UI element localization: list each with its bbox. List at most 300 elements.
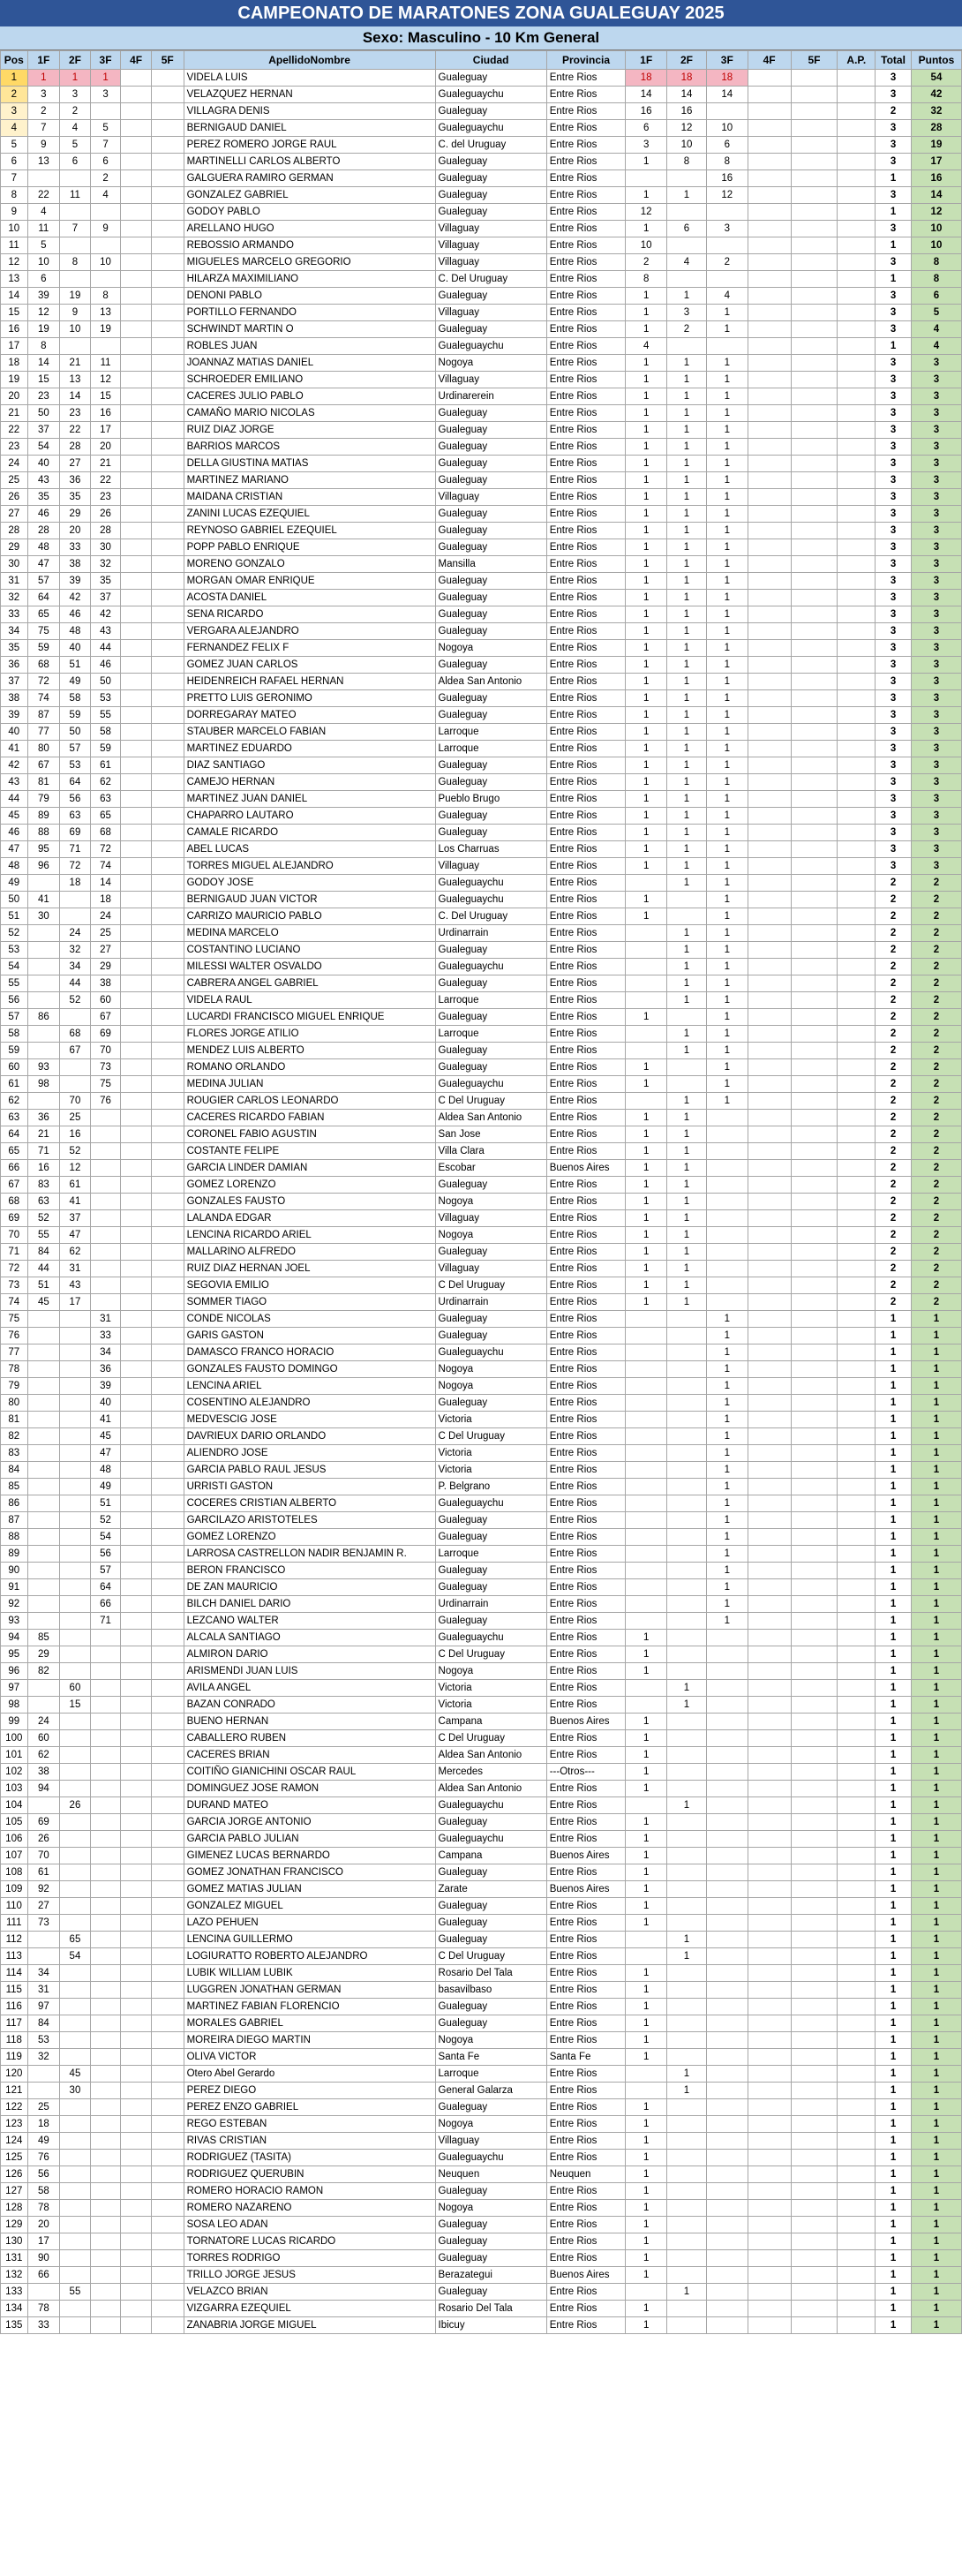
table-row	[1, 2301, 962, 2317]
table-cell	[60, 1714, 91, 1730]
table-cell	[151, 674, 184, 690]
table-cell: ARELLANO HUGO	[184, 221, 435, 237]
table-cell	[60, 1076, 91, 1093]
table-cell	[748, 858, 791, 875]
table-row	[1, 2183, 962, 2200]
table-cell	[27, 1445, 60, 1462]
table-cell: 21	[27, 1126, 60, 1143]
table-cell	[748, 791, 791, 808]
table-cell: 1	[667, 489, 707, 506]
table-cell: 2	[911, 1110, 961, 1126]
table-cell: 1	[667, 506, 707, 523]
table-row	[1, 1596, 962, 1613]
table-cell	[151, 355, 184, 372]
table-cell	[151, 1512, 184, 1529]
table-cell: 3	[876, 523, 912, 539]
table-cell	[90, 1227, 121, 1244]
table-cell: Gualeguay	[435, 657, 546, 674]
table-cell: 8	[90, 288, 121, 305]
table-cell: 4	[911, 321, 961, 338]
table-cell	[838, 808, 876, 825]
table-cell	[151, 2083, 184, 2099]
table-cell	[748, 1059, 791, 1076]
table-cell: 1	[706, 1579, 748, 1596]
table-cell: 67	[60, 1043, 91, 1059]
table-cell	[121, 2284, 152, 2301]
table-cell: 1	[876, 1764, 912, 1781]
table-cell: Entre Rios	[546, 1563, 626, 1579]
table-cell: 84	[27, 2015, 60, 2032]
table-cell	[626, 959, 667, 975]
table-cell	[60, 1982, 91, 1999]
table-row	[1, 1328, 962, 1344]
table-cell	[748, 556, 791, 573]
table-cell: Entre Rios	[546, 1143, 626, 1160]
table-cell	[60, 1311, 91, 1328]
table-cell: 3	[1, 103, 28, 120]
table-cell	[748, 1747, 791, 1764]
table-cell	[791, 2083, 838, 2099]
table-cell: 1	[626, 774, 667, 791]
table-cell	[791, 1059, 838, 1076]
table-cell: 96	[1, 1663, 28, 1680]
table-cell	[791, 1764, 838, 1781]
table-cell: 1	[667, 2284, 707, 2301]
table-cell: 1	[911, 2015, 961, 2032]
table-row	[1, 170, 962, 187]
table-cell	[60, 1965, 91, 1982]
table-cell	[748, 103, 791, 120]
table-cell: 64	[27, 590, 60, 606]
table-cell	[838, 1999, 876, 2015]
table-cell	[121, 808, 152, 825]
table-cell	[151, 170, 184, 187]
table-cell	[838, 1630, 876, 1646]
table-cell: 1	[911, 1646, 961, 1663]
table-cell: Entre Rios	[546, 388, 626, 405]
table-cell: 3	[876, 422, 912, 439]
results-table	[0, 50, 962, 2334]
table-cell: 15	[1, 305, 28, 321]
table-cell: 63	[1, 1110, 28, 1126]
table-cell	[60, 1881, 91, 1898]
table-cell	[90, 2133, 121, 2150]
table-cell	[791, 2250, 838, 2267]
table-cell: GARCIA JORGE ANTONIO	[184, 1814, 435, 1831]
table-cell: 3	[911, 690, 961, 707]
table-row	[1, 1714, 962, 1730]
table-cell: 2	[876, 1026, 912, 1043]
table-cell: 2	[911, 1194, 961, 1210]
table-cell	[151, 1630, 184, 1646]
table-cell	[748, 1999, 791, 2015]
table-cell	[27, 1697, 60, 1714]
table-cell: 61	[60, 1177, 91, 1194]
table-cell: 7	[90, 137, 121, 154]
table-cell: 1	[667, 573, 707, 590]
table-cell	[706, 2267, 748, 2284]
table-cell: Entre Rios	[546, 288, 626, 305]
table-cell	[706, 2233, 748, 2250]
table-cell: 58	[90, 724, 121, 741]
table-cell: GARCIA LINDER DAMIAN	[184, 1160, 435, 1177]
table-cell: 16	[90, 405, 121, 422]
table-cell	[791, 2116, 838, 2133]
table-cell: 1	[911, 1412, 961, 1428]
table-cell	[90, 1831, 121, 1848]
table-cell: 1	[60, 70, 91, 87]
table-cell: 22	[27, 187, 60, 204]
table-cell: Entre Rios	[546, 841, 626, 858]
table-cell	[626, 1697, 667, 1714]
table-cell: 3	[911, 388, 961, 405]
table-cell: 98	[1, 1697, 28, 1714]
table-cell	[626, 1311, 667, 1328]
table-cell	[151, 1948, 184, 1965]
table-row	[1, 2166, 962, 2183]
table-cell	[60, 1428, 91, 1445]
table-cell: COSENTINO ALEJANDRO	[184, 1395, 435, 1412]
table-cell: 56	[1, 992, 28, 1009]
table-cell: 1	[706, 590, 748, 606]
table-cell: 3	[876, 674, 912, 690]
table-cell	[838, 489, 876, 506]
table-cell	[791, 187, 838, 204]
table-cell: 1	[911, 2099, 961, 2116]
table-cell: 51	[90, 1495, 121, 1512]
table-cell	[667, 1462, 707, 1479]
table-cell	[791, 1529, 838, 1546]
table-cell	[151, 1764, 184, 1781]
table-cell	[791, 1227, 838, 1244]
table-cell: Entre Rios	[546, 2217, 626, 2233]
table-cell: 3	[911, 791, 961, 808]
table-cell: Gualeguay	[435, 590, 546, 606]
table-cell: 23	[1, 439, 28, 456]
table-cell	[151, 2049, 184, 2066]
table-cell: 59	[60, 707, 91, 724]
table-cell: 1	[876, 237, 912, 254]
table-cell: 2	[911, 1294, 961, 1311]
table-row	[1, 707, 962, 724]
table-cell: 1	[876, 271, 912, 288]
table-cell	[791, 606, 838, 623]
table-cell: 1	[706, 992, 748, 1009]
table-cell	[151, 1495, 184, 1512]
table-cell	[151, 959, 184, 975]
table-cell: 3	[911, 657, 961, 674]
table-cell: 3	[876, 305, 912, 321]
table-cell	[667, 2250, 707, 2267]
table-cell: GARCIA PABLO JULIAN	[184, 1831, 435, 1848]
table-cell: Entre Rios	[546, 137, 626, 154]
table-cell: 2	[911, 1009, 961, 1026]
table-cell: Gualeguay	[435, 774, 546, 791]
table-cell: Gualeguaychu	[435, 87, 546, 103]
table-cell: Entre Rios	[546, 1999, 626, 2015]
table-cell	[121, 1881, 152, 1898]
table-cell: Entre Rios	[546, 1495, 626, 1512]
table-cell: 84	[1, 1462, 28, 1479]
table-cell: LAZO PEHUEN	[184, 1915, 435, 1932]
table-cell	[60, 1378, 91, 1395]
table-row	[1, 1831, 962, 1848]
table-cell: 3	[90, 87, 121, 103]
table-row	[1, 959, 962, 975]
table-cell	[791, 707, 838, 724]
table-cell	[748, 456, 791, 472]
table-cell: 3	[876, 254, 912, 271]
table-cell: 1	[626, 1160, 667, 1177]
table-cell	[748, 2015, 791, 2032]
table-cell	[706, 1965, 748, 1982]
table-cell	[667, 1831, 707, 1848]
table-cell: 1	[626, 1227, 667, 1244]
table-cell	[121, 154, 152, 170]
table-row	[1, 1344, 962, 1361]
table-cell	[748, 221, 791, 237]
table-cell: 1	[667, 405, 707, 422]
table-cell: Victoria	[435, 1680, 546, 1697]
table-row	[1, 288, 962, 305]
table-row	[1, 1311, 962, 1328]
table-cell	[151, 858, 184, 875]
table-cell	[838, 388, 876, 405]
table-cell: 1	[876, 1747, 912, 1764]
table-cell: 12	[1, 254, 28, 271]
table-cell: 1	[626, 523, 667, 539]
table-cell: San Jose	[435, 1126, 546, 1143]
table-cell: DOMINGUEZ JOSE RAMON	[184, 1781, 435, 1797]
table-cell	[838, 456, 876, 472]
table-cell: 1	[667, 1093, 707, 1110]
table-cell	[121, 1026, 152, 1043]
table-cell: 10	[706, 120, 748, 137]
table-cell	[121, 1361, 152, 1378]
table-cell	[121, 1495, 152, 1512]
table-cell: 65	[27, 606, 60, 623]
table-cell	[791, 908, 838, 925]
table-cell: 1	[626, 825, 667, 841]
table-cell	[838, 1781, 876, 1797]
table-cell	[791, 1043, 838, 1059]
table-cell: Entre Rios	[546, 1781, 626, 1797]
table-cell: Entre Rios	[546, 1126, 626, 1143]
table-cell	[121, 1311, 152, 1328]
table-cell: Entre Rios	[546, 808, 626, 825]
table-cell	[151, 1529, 184, 1546]
table-cell: TORRES RODRIGO	[184, 2250, 435, 2267]
table-row	[1, 1563, 962, 1579]
table-cell	[748, 640, 791, 657]
table-cell	[121, 1982, 152, 1999]
table-cell: Entre Rios	[546, 1730, 626, 1747]
table-cell	[838, 1814, 876, 1831]
table-cell	[706, 2150, 748, 2166]
table-cell	[838, 1915, 876, 1932]
table-cell: P. Belgrano	[435, 1479, 546, 1495]
table-row	[1, 1026, 962, 1043]
table-cell	[748, 1143, 791, 1160]
table-cell: 114	[1, 1965, 28, 1982]
table-cell	[791, 975, 838, 992]
table-cell	[791, 741, 838, 757]
table-cell: 72	[27, 674, 60, 690]
table-cell: 1	[667, 372, 707, 388]
page-subtitle: Sexo: Masculino - 10 Km General	[0, 26, 962, 50]
table-cell	[667, 1613, 707, 1630]
table-cell	[748, 1529, 791, 1546]
table-cell: 1	[876, 1948, 912, 1965]
table-cell: Nogoya	[435, 1194, 546, 1210]
table-cell: 1	[667, 774, 707, 791]
table-cell: 1	[667, 741, 707, 757]
table-cell: Entre Rios	[546, 992, 626, 1009]
table-cell: 85	[27, 1630, 60, 1646]
table-row	[1, 791, 962, 808]
table-cell	[121, 757, 152, 774]
table-cell	[151, 1445, 184, 1462]
table-cell: 3	[876, 590, 912, 606]
table-cell: 1	[876, 1479, 912, 1495]
table-row	[1, 1579, 962, 1596]
table-cell: 1	[626, 321, 667, 338]
table-cell	[90, 1932, 121, 1948]
table-cell: Villaguay	[435, 305, 546, 321]
table-cell	[151, 1864, 184, 1881]
table-cell: 3	[911, 741, 961, 757]
table-cell	[748, 321, 791, 338]
table-cell	[60, 1864, 91, 1881]
table-cell	[791, 489, 838, 506]
table-row	[1, 1646, 962, 1663]
table-cell: 1	[706, 674, 748, 690]
table-cell	[838, 1479, 876, 1495]
table-cell: 36	[27, 1110, 60, 1126]
table-row	[1, 674, 962, 690]
table-cell	[151, 1579, 184, 1596]
table-cell	[90, 2150, 121, 2166]
table-cell	[791, 1747, 838, 1764]
table-cell: Entre Rios	[546, 1596, 626, 1613]
table-cell: 3	[911, 674, 961, 690]
table-cell: LENCINA GUILLERMO	[184, 1932, 435, 1948]
table-cell	[706, 1126, 748, 1143]
table-cell: 1	[911, 2284, 961, 2301]
table-cell: 1	[911, 1428, 961, 1445]
table-cell	[27, 1512, 60, 1529]
table-cell	[791, 1613, 838, 1630]
table-cell	[121, 2015, 152, 2032]
table-cell	[706, 1244, 748, 1261]
table-cell	[151, 1613, 184, 1630]
table-cell: 65	[60, 1932, 91, 1948]
table-cell	[60, 2233, 91, 2250]
table-cell: 2	[876, 1277, 912, 1294]
table-cell: 54	[90, 1529, 121, 1546]
table-cell	[838, 992, 876, 1009]
table-cell: MENDEZ LUIS ALBERTO	[184, 1043, 435, 1059]
table-cell	[151, 2166, 184, 2183]
table-row	[1, 724, 962, 741]
table-cell: 1	[667, 690, 707, 707]
table-cell: 1	[706, 388, 748, 405]
table-cell: Entre Rios	[546, 338, 626, 355]
table-cell: Gualeguay	[435, 1529, 546, 1546]
table-cell	[60, 2217, 91, 2233]
table-cell	[60, 1730, 91, 1747]
table-cell	[121, 1194, 152, 1210]
table-cell	[748, 1093, 791, 1110]
table-cell	[121, 1932, 152, 1948]
table-cell	[151, 154, 184, 170]
table-cell: 3	[876, 221, 912, 237]
table-cell: 44	[1, 791, 28, 808]
table-cell: DAVRIEUX DARIO ORLANDO	[184, 1428, 435, 1445]
table-cell: Villaguay	[435, 489, 546, 506]
table-cell	[90, 1294, 121, 1311]
table-cell	[838, 757, 876, 774]
table-cell: 1	[911, 1361, 961, 1378]
table-cell: 1	[706, 892, 748, 908]
table-cell: 64	[90, 1579, 121, 1596]
table-cell: 1	[626, 791, 667, 808]
table-row	[1, 204, 962, 221]
table-cell	[60, 1546, 91, 1563]
table-cell	[121, 103, 152, 120]
table-cell: 6	[911, 288, 961, 305]
table-cell	[791, 1965, 838, 1982]
table-cell: Villaguay	[435, 2133, 546, 2150]
table-row	[1, 1227, 962, 1244]
table-cell	[791, 657, 838, 674]
table-cell: 54	[27, 439, 60, 456]
table-cell	[791, 1546, 838, 1563]
table-cell: 6	[27, 271, 60, 288]
table-cell: 3	[911, 456, 961, 472]
table-cell: Entre Rios	[546, 1613, 626, 1630]
table-cell: 23	[27, 388, 60, 405]
table-cell: 2	[911, 1277, 961, 1294]
table-cell	[121, 1764, 152, 1781]
table-cell	[838, 271, 876, 288]
table-cell: 2	[911, 942, 961, 959]
table-cell: MOREIRA DIEGO MARTIN	[184, 2032, 435, 2049]
table-row	[1, 1110, 962, 1126]
table-cell: 1	[626, 1177, 667, 1194]
table-cell	[151, 1479, 184, 1495]
table-cell: 1	[876, 204, 912, 221]
table-cell: CAMEJO HERNAN	[184, 774, 435, 791]
table-cell: 18	[27, 2116, 60, 2133]
table-cell: FERNANDEZ FELIX F	[184, 640, 435, 657]
table-cell	[60, 1009, 91, 1026]
table-cell: 3	[876, 539, 912, 556]
table-row	[1, 2284, 962, 2301]
table-cell	[838, 2150, 876, 2166]
table-cell: Entre Rios	[546, 1328, 626, 1344]
table-cell: 1	[911, 2200, 961, 2217]
table-cell: Gualeguay	[435, 154, 546, 170]
table-cell: 1	[667, 808, 707, 825]
table-row	[1, 2083, 962, 2099]
table-cell: 33	[60, 539, 91, 556]
table-cell	[667, 1730, 707, 1747]
table-cell: 69	[90, 1026, 121, 1043]
table-cell: 1	[706, 841, 748, 858]
table-cell: 59	[1, 1043, 28, 1059]
table-cell	[121, 1646, 152, 1663]
